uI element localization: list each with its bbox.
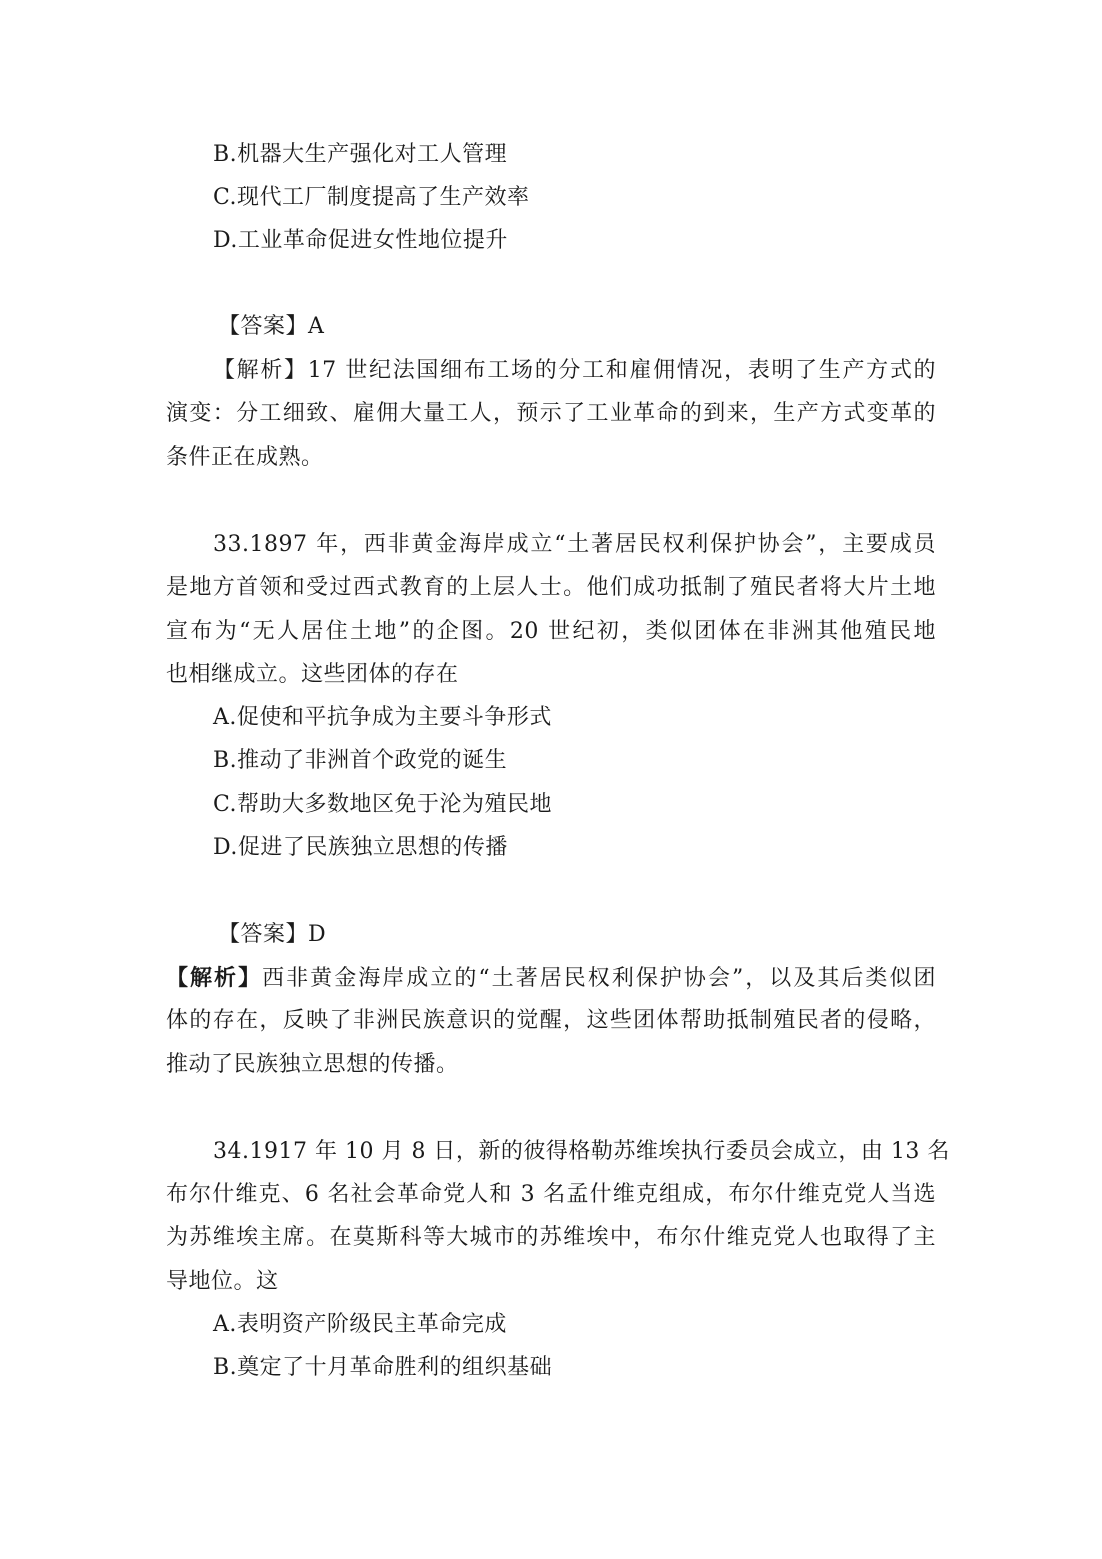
q32-analysis-line3: 条件正在成熟。 [166, 445, 324, 470]
q33-analysis-tag: 【解析】 [166, 965, 263, 991]
q33-option-c: C.帮助大多数地区免于沦为殖民地 [213, 792, 553, 817]
q33-stem-line3: 宣布为“无人居住土地”的企图。20 世纪初，类似团体在非洲其他殖民地 [166, 619, 936, 644]
q33-analysis-line2: 体的存在，反映了非洲民族意识的觉醒，这些团体帮助抵制殖民者的侵略， [166, 1008, 936, 1033]
q33-stem-line4: 也相继成立。这些团体的存在 [166, 662, 459, 687]
q34-stem-line4: 导地位。这 [166, 1269, 279, 1294]
q33-option-a: A.促使和平抗争成为主要斗争形式 [213, 705, 552, 730]
q33-answer: 【答案】D [218, 922, 327, 947]
q34-option-a: A.表明资产阶级民主革命完成 [213, 1312, 507, 1337]
q34-option-b: B.奠定了十月革命胜利的组织基础 [213, 1355, 553, 1380]
q34-stem-line1: 34.1917 年 10 月 8 日，新的彼得格勒苏维埃执行委员会成立，由 13 名 [213, 1139, 950, 1164]
q32-answer: 【答案】A [218, 314, 325, 339]
q32-analysis-line1: 【解析】17 世纪法国细布工场的分工和雇佣情况，表明了生产方式的 [213, 358, 936, 383]
q32-analysis-line2: 演变：分工细致、雇佣大量工人，预示了工业革命的到来，生产方式变革的 [166, 401, 936, 426]
q32-option-b: B.机器大生产强化对工人管理 [213, 142, 508, 167]
q34-stem-line3: 为苏维埃主席。在莫斯科等大城市的苏维埃中，布尔什维克党人也取得了主 [166, 1225, 936, 1250]
q33-stem-line1: 33.1897 年，西非黄金海岸成立“土著居民权利保护协会”，主要成员 [213, 532, 936, 557]
q33-analysis-line3: 推动了民族独立思想的传播。 [166, 1052, 459, 1077]
q33-option-d: D.促进了民族独立思想的传播 [213, 835, 508, 860]
q33-analysis-line1-text: 西非黄金海岸成立的“土著居民权利保护协会”，以及其后类似团 [262, 966, 936, 991]
q34-stem-line2: 布尔什维克、6 名社会革命党人和 3 名孟什维克组成，布尔什维克党人当选 [166, 1182, 936, 1207]
q32-option-c: C.现代工厂制度提高了生产效率 [213, 185, 530, 210]
q33-option-b: B.推动了非洲首个政党的诞生 [213, 748, 508, 773]
q33-analysis-line1 [166, 963, 936, 993]
q33-stem-line2: 是地方首领和受过西式教育的上层人士。他们成功抵制了殖民者将大片土地 [166, 575, 936, 600]
q32-option-d: D.工业革命促进女性地位提升 [213, 228, 508, 253]
